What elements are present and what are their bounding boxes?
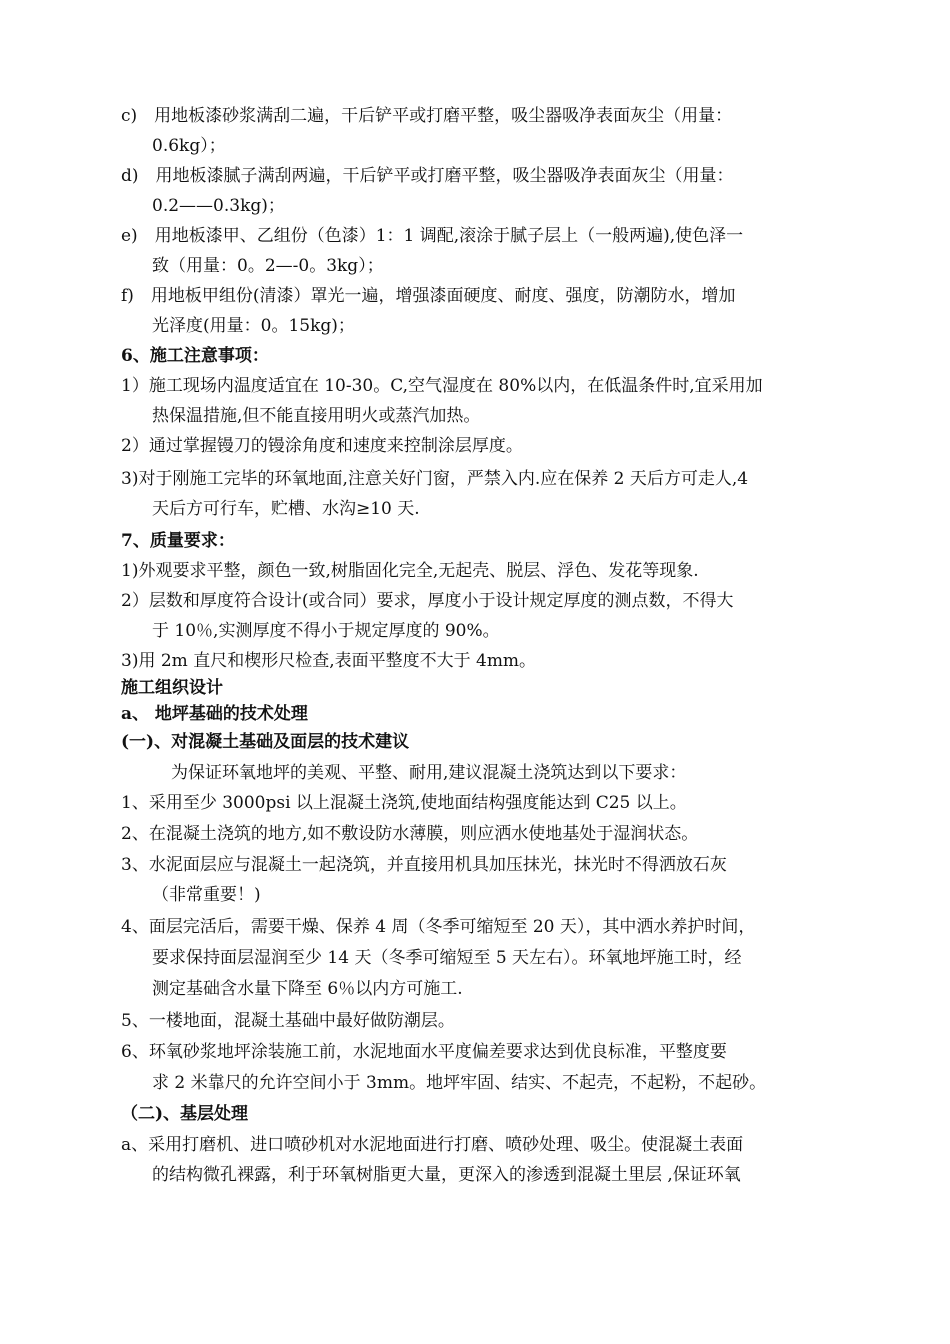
text-line: 6、环氧砂浆地坪涂装施工前，水泥地面水平度偏差要求达到优良标准，平整度要 <box>121 1042 727 1062</box>
text-line: 2）层数和厚度符合设计(或合同）要求，厚度小于设计规定厚度的测点数，不得大 <box>121 591 734 611</box>
text-line: f) 用地板甲组份(清漆）罩光一遍，增强漆面硬度、耐度、强度，防潮防水，增加 <box>121 286 736 306</box>
text-line: 致（用量：0。2—-0。3kg）； <box>152 256 384 276</box>
text-line: （非常重要！) <box>152 885 261 905</box>
text-line: 要求保持面层湿润至少 14 天（冬季可缩短至 5 天左右）。环氧地坪施工时，经 <box>152 948 742 968</box>
text-line: 4、面层完活后，需要干燥、保养 4 周（冬季可缩短至 20 天），其中洒水养护时间， <box>121 917 756 937</box>
section-heading: （二)、基层处理 <box>121 1104 249 1124</box>
text-line: 测定基础含水量下降至 6％以内方可施工. <box>152 979 463 999</box>
text-line: 3、水泥面层应与混凝土一起浇筑，并直接用机具加压抹光，抹光时不得洒放石灰 <box>121 855 727 875</box>
section-heading: a、 地坪基础的技术处理 <box>121 704 308 724</box>
text-line: a、采用打磨机、进口喷砂机对水泥地面进行打磨、喷砂处理、吸尘。使混凝土表面 <box>121 1135 744 1155</box>
text-line: 5、一楼地面，混凝土基础中最好做防潮层。 <box>121 1011 455 1031</box>
text-line: 0.6kg）； <box>152 136 226 156</box>
text-line: 0.2——0.3kg)； <box>152 196 285 216</box>
section-heading: 施工组织设计 <box>121 678 223 698</box>
section-heading: (一)、对混凝土基础及面层的技术建议 <box>121 732 410 752</box>
text-line: 1、采用至少 3000psi 以上混凝土浇筑,使地面结构强度能达到 C25 以上。 <box>121 793 687 813</box>
text-line: 2、在混凝土浇筑的地方,如不敷设防水薄膜，则应洒水使地基处于湿润状态。 <box>121 824 699 844</box>
text-line: e) 用地板漆甲、乙组份（色漆）1：1 调配,滚涂于腻子层上（一般两遍),使色泽一 <box>121 226 744 246</box>
text-line: 1）施工现场内温度适宜在 10-30。C,空气湿度在 80%以内，在低温条件时,宜采用加 <box>121 376 763 396</box>
text-line: 3)对于刚施工完毕的环氧地面,注意关好门窗，严禁入内.应在保养 2 天后方可走人,4 <box>121 469 749 489</box>
text-line: 3)用 2m 直尺和楔形尺检查,表面平整度不大于 4mm。 <box>121 651 537 671</box>
text-line: 的结构微孔裸露，利于环氧树脂更大量，更深入的渗透到混凝土里层 ,保证环氧 <box>152 1165 741 1185</box>
text-line: 2）通过掌握镘刀的镘涂角度和速度来控制涂层厚度。 <box>121 436 523 456</box>
text-line: 为保证环氧地坪的美观、平整、耐用,建议混凝土浇筑达到以下要求： <box>171 763 687 783</box>
section-heading: 6、施工注意事项： <box>121 346 269 366</box>
text-line: 求 2 米靠尺的允许空间小于 3mm。地坪牢固、结实、不起壳，不起粉，不起砂。 <box>152 1073 767 1093</box>
text-line: 1)外观要求平整，颜色一致,树脂固化完全,无起壳、脱层、浮色、发花等现象. <box>121 561 699 581</box>
text-line: 于 10％,实测厚度不得小于规定厚度的 90%。 <box>152 621 500 641</box>
text-line: 光泽度(用量：0。15kg)； <box>152 316 355 336</box>
section-heading: 7、质量要求： <box>121 531 235 551</box>
text-line: c) 用地板漆砂浆满刮二遍，干后铲平或打磨平整，吸尘器吸净表面灰尘（用量： <box>121 106 733 126</box>
text-line: 天后方可行车，贮槽、水沟≥10 天. <box>152 499 420 519</box>
text-line: d) 用地板漆腻子满刮两遍，干后铲平或打磨平整，吸尘器吸净表面灰尘（用量： <box>121 166 734 186</box>
text-line: 热保温措施,但不能直接用明火或蒸汽加热。 <box>152 406 481 426</box>
